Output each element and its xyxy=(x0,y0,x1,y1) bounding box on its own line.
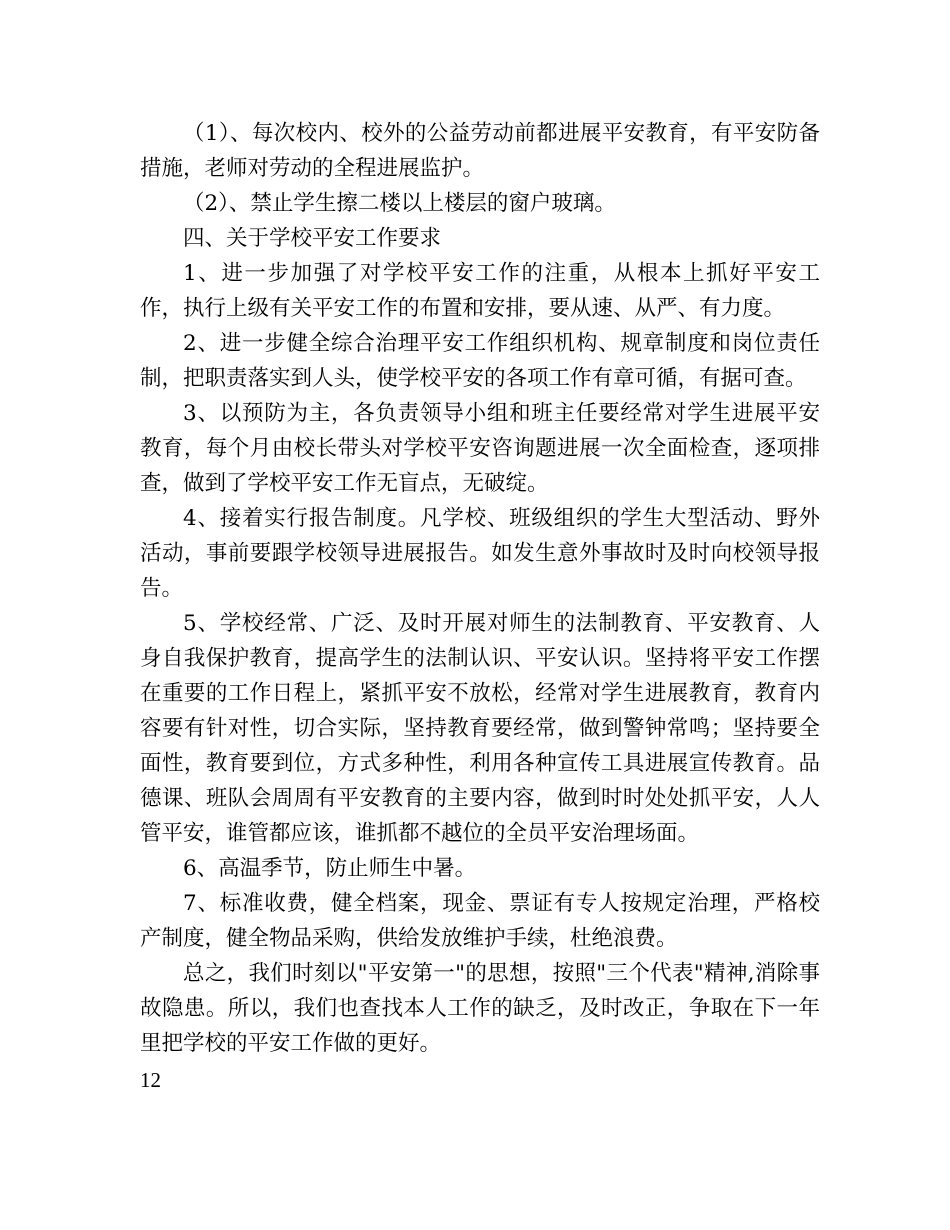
page-number: 12 xyxy=(140,1068,161,1092)
paragraph-2: （2）、禁止学生擦二楼以上楼层的窗户玻璃。 xyxy=(183,191,616,216)
paragraph-7: 5、学校经常、广泛、及时开展对师生的法制教育、平安教育、人身自我保护教育，提高学生的法制认识、平安认识。坚持将平安工作摆在重要的工作日程上，紧抓平安不放松，经常对学生进展教育，教育内容要有针对性，切合实际，坚持教育要经常，做到警钟常鸣；坚持要全面性，教育要到位，方式多种性，利用各种宣传工具进展宣传教育。品德课、班队会周周有平安教育的主要内容，做到时时处处抓平安，人人管平安，谁管都应该，谁抓都不越位的全员平安治理场面。 xyxy=(140,611,820,846)
paragraph-3: 1、进一步加强了对学校平安工作的注重，从根本上抓好平安工作，执行上级有关平安工作的布置和安排，要从速、从严、有力度。 xyxy=(140,261,820,321)
paragraph-9: 7、标准收费，健全档案，现金、票证有专人按规定治理，严格校产制度，健全物品采购，供给发放维护手续，杜绝浪费。 xyxy=(140,891,820,951)
paragraph-4: 2、进一步健全综合治理平安工作组织机构、规章制度和岗位责任制，把职责落实到人头，使学校平安的各项工作有章可循，有据可查。 xyxy=(140,331,820,391)
paragraph-6: 4、接着实行报告制度。凡学校、班级组织的学生大型活动、野外活动，事前要跟学校领导进展报告。如发生意外事故时及时向校领导报告。 xyxy=(140,506,820,601)
conclusion-paragraph: 总之，我们时刻以"平安第一"的思想，按照"三个代表"精神,消除事故隐患。所以，我们也查找本人工作的缺乏，及时改正，争取在下一年里把学校的平安工作做的更好。 xyxy=(140,961,820,1056)
paragraph-1: （1）、每次校内、校外的公益劳动前都进展平安教育，有平安防备措施，老师对劳动的全程进展监护。 xyxy=(140,121,820,181)
paragraph-8: 6、高温季节，防止师生中暑。 xyxy=(183,856,477,881)
paragraph-5: 3、以预防为主，各负责领导小组和班主任要经常对学生进展平安教育，每个月由校长带头对学校平安咨询题进展一次全面检查，逐项排查，做到了学校平安工作无盲点，无破绽。 xyxy=(140,401,820,496)
document-page xyxy=(140,116,820,1095)
section-heading: 四、关于学校平安工作要求 xyxy=(183,226,442,251)
